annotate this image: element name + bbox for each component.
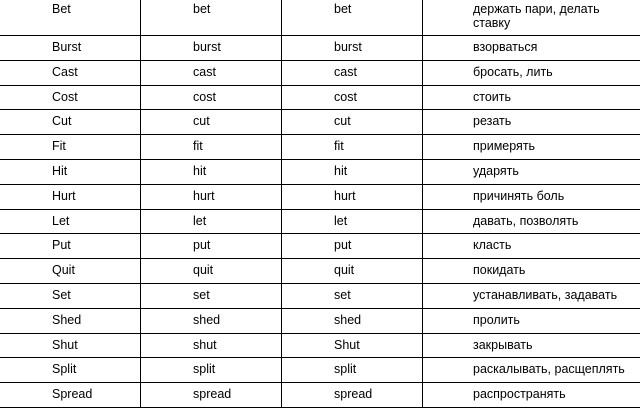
participle-text: set xyxy=(334,287,351,302)
base-form-cell xyxy=(0,184,141,209)
base-form-text: Burst xyxy=(52,40,82,55)
past-form-text: put xyxy=(193,238,211,253)
table-row xyxy=(0,85,640,110)
base-form-cell xyxy=(0,36,141,61)
translation-cell xyxy=(423,85,640,110)
base-form-text: Bet xyxy=(52,2,71,16)
base-form-cell xyxy=(0,259,141,284)
participle-text: hit xyxy=(334,164,348,179)
translation-cell xyxy=(423,36,640,61)
participle-text: hurt xyxy=(334,188,356,203)
translation-cell xyxy=(423,135,640,160)
table-row xyxy=(0,358,640,383)
past-form-cell xyxy=(141,383,282,408)
table-row xyxy=(0,383,640,408)
base-form-cell xyxy=(0,160,141,185)
table-row xyxy=(0,184,640,209)
table-row xyxy=(0,160,640,185)
translation-cell xyxy=(423,234,640,259)
base-form-cell xyxy=(0,234,141,259)
participle-cell xyxy=(282,308,423,333)
base-form-text: Spread xyxy=(52,387,93,402)
translation-cell xyxy=(423,184,640,209)
past-form-cell xyxy=(141,85,282,110)
participle-cell xyxy=(282,60,423,85)
participle-text: shed xyxy=(334,312,362,327)
participle-cell xyxy=(282,209,423,234)
past-form-cell xyxy=(141,160,282,185)
translation-cell xyxy=(423,358,640,383)
translation-text: причинять боль xyxy=(473,188,565,203)
translation-text: распространять xyxy=(473,387,566,402)
translation-cell xyxy=(423,333,640,358)
base-form-text: Cut xyxy=(52,114,72,129)
translation-text: взорваться xyxy=(473,40,538,55)
translation-text: примерять xyxy=(473,139,536,154)
past-form-cell xyxy=(141,209,282,234)
participle-cell xyxy=(282,283,423,308)
base-form-text: Shed xyxy=(52,312,82,327)
participle-text: burst xyxy=(334,40,362,55)
past-form-text: burst xyxy=(193,40,221,55)
participle-cell xyxy=(282,110,423,135)
past-form-text: quit xyxy=(193,263,214,278)
translation-cell xyxy=(423,0,640,36)
translation-text: стоить xyxy=(473,89,512,104)
participle-cell xyxy=(282,160,423,185)
participle-cell xyxy=(282,234,423,259)
base-form-text: Hurt xyxy=(52,188,76,203)
past-form-text: cost xyxy=(193,89,216,104)
past-form-cell xyxy=(141,259,282,284)
participle-cell xyxy=(282,333,423,358)
past-form-cell xyxy=(141,110,282,135)
participle-cell xyxy=(282,383,423,408)
translation-text: ударять xyxy=(473,164,519,179)
participle-text: let xyxy=(334,213,348,228)
translation-cell xyxy=(423,308,640,333)
past-form-cell xyxy=(141,358,282,383)
past-form-text: bet xyxy=(193,2,211,16)
participle-text: Shut xyxy=(334,337,360,352)
base-form-text: Cost xyxy=(52,89,78,104)
translation-text: держать пари, делать ставку xyxy=(473,2,600,30)
past-form-cell xyxy=(141,184,282,209)
translation-text: устанавливать, задавать xyxy=(473,287,618,302)
participle-cell xyxy=(282,85,423,110)
participle-text: split xyxy=(334,362,357,377)
past-form-text: set xyxy=(193,287,210,302)
translation-text: бросать, лить xyxy=(473,64,553,79)
past-form-text: hurt xyxy=(193,188,215,203)
table-row xyxy=(0,234,640,259)
past-form-text: let xyxy=(193,213,207,228)
past-form-text: fit xyxy=(193,139,203,154)
base-form-text: Put xyxy=(52,238,71,253)
table-row xyxy=(0,0,640,36)
translation-cell xyxy=(423,110,640,135)
participle-text: cost xyxy=(334,89,357,104)
translation-text: покидать xyxy=(473,263,526,278)
translation-cell xyxy=(423,283,640,308)
base-form-cell xyxy=(0,209,141,234)
base-form-cell xyxy=(0,85,141,110)
base-form-cell xyxy=(0,135,141,160)
base-form-cell xyxy=(0,283,141,308)
past-form-cell xyxy=(141,36,282,61)
translation-text: пролить xyxy=(473,312,520,327)
base-form-text: Let xyxy=(52,213,70,228)
past-form-text: cast xyxy=(193,64,216,79)
past-form-cell xyxy=(141,0,282,36)
translation-text: резать xyxy=(473,114,512,129)
participle-text: put xyxy=(334,238,352,253)
past-form-cell xyxy=(141,135,282,160)
base-form-cell xyxy=(0,308,141,333)
participle-text: spread xyxy=(334,387,373,402)
table-row xyxy=(0,110,640,135)
past-form-cell xyxy=(141,308,282,333)
table-row xyxy=(0,259,640,284)
participle-cell xyxy=(282,259,423,284)
participle-text: fit xyxy=(334,139,344,154)
base-form-text: Cast xyxy=(52,64,78,79)
participle-text: cast xyxy=(334,64,357,79)
past-form-text: hit xyxy=(193,164,207,179)
base-form-cell xyxy=(0,60,141,85)
past-form-text: split xyxy=(193,362,216,377)
translation-text: закрывать xyxy=(473,337,533,352)
past-form-text: shed xyxy=(193,312,221,327)
translation-cell xyxy=(423,60,640,85)
participle-cell xyxy=(282,184,423,209)
participle-cell xyxy=(282,36,423,61)
translation-text: давать, позволять xyxy=(473,213,579,228)
table-row xyxy=(0,283,640,308)
past-form-text: shut xyxy=(193,337,217,352)
base-form-text: Fit xyxy=(52,139,66,154)
participle-cell xyxy=(282,358,423,383)
translation-cell xyxy=(423,209,640,234)
base-form-text: Split xyxy=(52,362,77,377)
participle-cell xyxy=(282,135,423,160)
base-form-cell xyxy=(0,0,141,36)
table-row xyxy=(0,135,640,160)
translation-cell xyxy=(423,383,640,408)
table-row xyxy=(0,333,640,358)
past-form-text: cut xyxy=(193,114,210,129)
table-row xyxy=(0,308,640,333)
base-form-text: Quit xyxy=(52,263,75,278)
participle-text: cut xyxy=(334,114,351,129)
table-row xyxy=(0,60,640,85)
base-form-cell xyxy=(0,358,141,383)
translation-cell xyxy=(423,259,640,284)
past-form-cell xyxy=(141,333,282,358)
past-form-cell xyxy=(141,60,282,85)
base-form-text: Hit xyxy=(52,164,68,179)
base-form-cell xyxy=(0,333,141,358)
translation-text: раскалывать, расщеплять xyxy=(473,362,625,377)
participle-text: bet xyxy=(334,2,352,16)
base-form-text: Set xyxy=(52,287,71,302)
table-row xyxy=(0,36,640,61)
translation-text: класть xyxy=(473,238,512,253)
participle-text: quit xyxy=(334,263,355,278)
base-form-text: Shut xyxy=(52,337,78,352)
past-form-text: spread xyxy=(193,387,232,402)
translation-cell xyxy=(423,160,640,185)
past-form-cell xyxy=(141,283,282,308)
table-row xyxy=(0,209,640,234)
past-form-cell xyxy=(141,234,282,259)
base-form-cell xyxy=(0,383,141,408)
base-form-cell xyxy=(0,110,141,135)
participle-cell xyxy=(282,0,423,36)
